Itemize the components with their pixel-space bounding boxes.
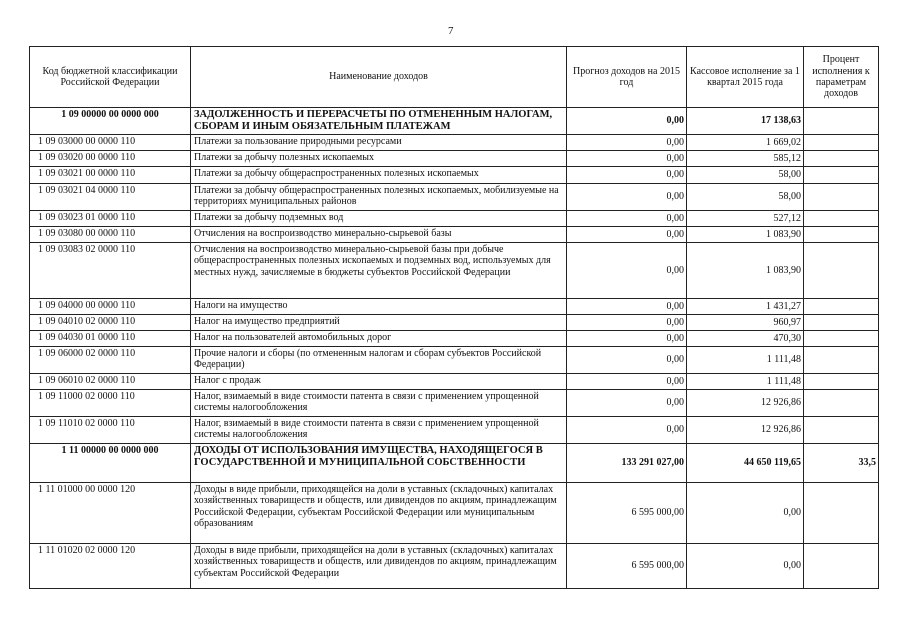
row-name: ЗАДОЛЖЕННОСТЬ И ПЕРЕРАСЧЕТЫ ПО ОТМЕНЕННЫМ НАЛОГАМ, СБОРАМ И ИНЫМ ОБЯЗАТЕЛЬНЫМ ПЛАТЕЖАМ (191, 108, 567, 135)
row-execution: 1 431,27 (687, 299, 804, 315)
row-code: 1 09 06000 02 0000 110 (30, 347, 191, 374)
row-execution: 1 669,02 (687, 135, 804, 151)
row-code: 1 11 01020 02 0000 120 (30, 544, 191, 589)
row-percent (804, 390, 879, 417)
table-row (30, 243, 879, 299)
table-row (30, 444, 879, 483)
row-percent (804, 211, 879, 227)
table-row (30, 347, 879, 374)
row-code: 1 11 01000 00 0000 120 (30, 483, 191, 544)
row-name: Доходы в виде прибыли, приходящейся на доли в уставных (складочных) капиталах хозяйственных товариществ и обществ, или дивидендов по акциям, принадлежащим субъектам Российской Федерации (191, 544, 567, 589)
row-code: 1 09 11010 02 0000 110 (30, 417, 191, 444)
table-row (30, 483, 879, 544)
row-name: Налог на имущество предприятий (191, 315, 567, 331)
table-row (30, 299, 879, 315)
table-row (30, 374, 879, 390)
row-forecast: 0,00 (567, 374, 687, 390)
row-forecast: 0,00 (567, 108, 687, 135)
row-execution: 527,12 (687, 211, 804, 227)
row-name: Платежи за пользование природными ресурсами (191, 135, 567, 151)
row-code: 1 09 04000 00 0000 110 (30, 299, 191, 315)
row-name: ДОХОДЫ ОТ ИСПОЛЬЗОВАНИЯ ИМУЩЕСТВА, НАХОДЯЩЕГОСЯ В ГОСУДАРСТВЕННОЙ И МУНИЦИПАЛЬНОЙ СОБСТВЕННОСТИ (191, 444, 567, 483)
row-code: 1 11 00000 00 0000 000 (30, 444, 191, 483)
row-name: Налог, взимаемый в виде стоимости патента в связи с применением упрощенной системы налогообложения (191, 390, 567, 417)
row-name: Отчисления на воспроизводство минерально-сырьевой базы (191, 227, 567, 243)
table-row (30, 315, 879, 331)
row-forecast: 0,00 (567, 211, 687, 227)
row-percent (804, 167, 879, 184)
row-percent (804, 374, 879, 390)
table-row (30, 544, 879, 589)
row-name: Платежи за добычу подземных вод (191, 211, 567, 227)
row-percent (804, 315, 879, 331)
row-name: Платежи за добычу общераспространенных полезных ископаемых (191, 167, 567, 184)
table-row (30, 390, 879, 417)
row-percent (804, 483, 879, 544)
table-row (30, 211, 879, 227)
table-row (30, 331, 879, 347)
row-name: Отчисления на воспроизводство минерально-сырьевой базы при добыче общераспространенных полезных ископаемых и подземных вод, используемых для местных нужд, зачисляемые в бюджеты субъектов Российской Федерации (191, 243, 567, 299)
row-forecast: 0,00 (567, 390, 687, 417)
row-code: 1 09 03021 04 0000 110 (30, 184, 191, 211)
row-execution: 960,97 (687, 315, 804, 331)
row-name: Платежи за добычу общераспространенных полезных ископаемых, мобилизуемые на территориях муниципальных районов (191, 184, 567, 211)
row-percent (804, 331, 879, 347)
row-code: 1 09 04010 02 0000 110 (30, 315, 191, 331)
row-code: 1 09 03021 00 0000 110 (30, 167, 191, 184)
row-percent (804, 151, 879, 167)
row-execution: 1 083,90 (687, 243, 804, 299)
row-code: 1 09 03023 01 0000 110 (30, 211, 191, 227)
header-percent: Процент исполнения к параметрам доходов (804, 47, 879, 108)
table-row (30, 151, 879, 167)
page-number: 7 (448, 25, 454, 37)
row-percent: 33,5 (804, 444, 879, 483)
header-forecast: Прогноз доходов на 2015 год (567, 47, 687, 108)
row-code: 1 09 03000 00 0000 110 (30, 135, 191, 151)
row-percent (804, 347, 879, 374)
row-percent (804, 227, 879, 243)
row-forecast: 6 595 000,00 (567, 544, 687, 589)
row-name: Прочие налоги и сборы (по отмененным налогам и сборам субъектов Российской Федерации) (191, 347, 567, 374)
row-percent (804, 243, 879, 299)
row-execution: 585,12 (687, 151, 804, 167)
row-name: Налог с продаж (191, 374, 567, 390)
table-row (30, 417, 879, 444)
row-execution: 17 138,63 (687, 108, 804, 135)
row-code: 1 09 06010 02 0000 110 (30, 374, 191, 390)
row-execution: 1 111,48 (687, 347, 804, 374)
row-code: 1 09 03020 00 0000 110 (30, 151, 191, 167)
row-percent (804, 299, 879, 315)
row-name: Налог на пользователей автомобильных дорог (191, 331, 567, 347)
row-name: Платежи за добычу полезных ископаемых (191, 151, 567, 167)
row-forecast: 0,00 (567, 315, 687, 331)
header-execution: Кассовое исполнение за 1 квартал 2015 года (687, 47, 804, 108)
row-forecast: 0,00 (567, 227, 687, 243)
row-execution: 58,00 (687, 184, 804, 211)
row-execution: 0,00 (687, 483, 804, 544)
row-forecast: 6 595 000,00 (567, 483, 687, 544)
row-forecast: 0,00 (567, 299, 687, 315)
table-header-row (30, 47, 879, 108)
row-code: 1 09 11000 02 0000 110 (30, 390, 191, 417)
row-code: 1 09 00000 00 0000 000 (30, 108, 191, 135)
row-percent (804, 544, 879, 589)
row-execution: 58,00 (687, 167, 804, 184)
header-name: Наименование доходов (191, 47, 567, 108)
table-body (30, 108, 879, 589)
row-name: Налог, взимаемый в виде стоимости патента в связи с применением упрощенной системы налогообложения (191, 417, 567, 444)
row-execution: 12 926,86 (687, 390, 804, 417)
row-execution: 470,30 (687, 331, 804, 347)
table-row (30, 227, 879, 243)
row-forecast: 0,00 (567, 135, 687, 151)
row-code: 1 09 03083 02 0000 110 (30, 243, 191, 299)
row-execution: 12 926,86 (687, 417, 804, 444)
row-code: 1 09 03080 00 0000 110 (30, 227, 191, 243)
row-forecast: 0,00 (567, 331, 687, 347)
table-row (30, 167, 879, 184)
table-row (30, 135, 879, 151)
row-execution: 44 650 119,65 (687, 444, 804, 483)
row-code: 1 09 04030 01 0000 110 (30, 331, 191, 347)
row-forecast: 0,00 (567, 151, 687, 167)
row-execution: 0,00 (687, 544, 804, 589)
row-percent (804, 108, 879, 135)
table-row (30, 108, 879, 135)
row-forecast: 0,00 (567, 347, 687, 374)
revenue-table (29, 46, 879, 589)
row-percent (804, 417, 879, 444)
row-forecast: 133 291 027,00 (567, 444, 687, 483)
table-row (30, 184, 879, 211)
row-execution: 1 083,90 (687, 227, 804, 243)
header-code: Код бюджетной классификации Российской Федерации (30, 47, 191, 108)
row-forecast: 0,00 (567, 417, 687, 444)
row-percent (804, 184, 879, 211)
row-forecast: 0,00 (567, 167, 687, 184)
row-forecast: 0,00 (567, 243, 687, 299)
row-forecast: 0,00 (567, 184, 687, 211)
row-percent (804, 135, 879, 151)
row-name: Налоги на имущество (191, 299, 567, 315)
row-name: Доходы в виде прибыли, приходящейся на доли в уставных (складочных) капиталах хозяйственных товариществ и обществ, или дивидендов по акциям, принадлежащим Российской Федерации, субъектам Российской Федерации или муниципальным образованиям (191, 483, 567, 544)
row-execution: 1 111,48 (687, 374, 804, 390)
